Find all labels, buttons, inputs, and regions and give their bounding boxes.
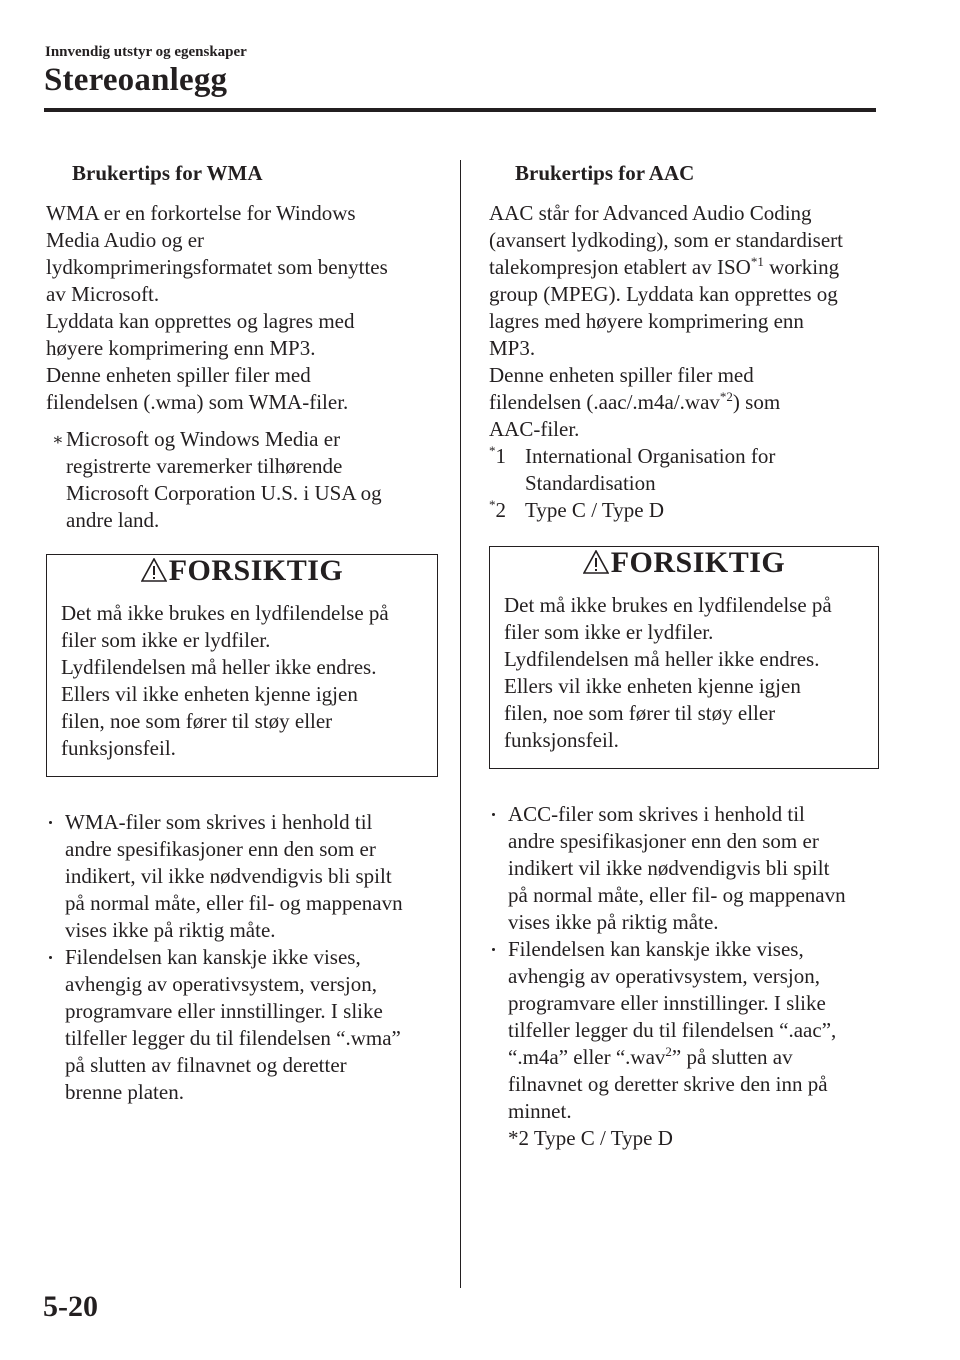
text-line: tilfeller legger du til filendelsen “.aac”, <box>508 1018 837 1042</box>
text-line: WMA er en forkortelse for Windows <box>46 201 356 225</box>
text-line: andre spesifikasjoner enn den som er <box>508 829 819 853</box>
caution-text <box>490 584 878 754</box>
bullet-icon <box>49 956 52 959</box>
page-title: Stereoanlegg <box>44 62 228 98</box>
text-line: på normal måte, eller fil- og mappenavn <box>508 883 846 907</box>
text-line: Microsoft og Windows Media er <box>66 427 341 451</box>
text-line: funksjonsfeil. <box>61 736 176 760</box>
wma-heading: Brukertips for WMA <box>72 161 263 185</box>
text-line <box>489 254 879 281</box>
bullet-icon <box>492 813 495 816</box>
asterisk-icon: * <box>489 443 496 458</box>
text-line: minnet. <box>508 1099 572 1123</box>
footnote-marker <box>489 443 506 470</box>
text-line: brenne platen. <box>65 1080 184 1104</box>
text-line: Standardisation <box>525 471 656 495</box>
warning-triangle-icon <box>583 550 609 574</box>
text-line: filen, noe som fører til støy eller <box>504 701 776 725</box>
text-line: MP3. <box>489 336 536 360</box>
text-line: funksjonsfeil. <box>504 728 619 752</box>
caution-heading <box>47 555 437 592</box>
caution-title: FORSIKTIG <box>168 554 344 587</box>
text-line: Media Audio og er <box>46 228 205 252</box>
text-line: programvare eller innstillinger. I slike <box>508 991 826 1015</box>
text-line: filer som ikke er lydfiler. <box>61 628 271 652</box>
list-item <box>46 809 438 944</box>
text-line: registrerte varemerker tilhørende <box>66 454 343 478</box>
text-line: indikert vil ikke nødvendigvis bli spilt <box>508 856 830 880</box>
text-line: (avansert lydkoding), som er standardisert <box>489 228 843 252</box>
text-line: Microsoft Corporation U.S. i USA og <box>66 481 382 505</box>
text-line: Filendelsen kan kanskje ikke vises, <box>65 945 361 969</box>
text-span: ” på slutten av <box>671 1045 793 1069</box>
text-line: på normal måte, eller fil- og mappenavn <box>65 891 403 915</box>
text-span: talekompresjon etablert av ISO <box>489 255 751 279</box>
caution-box-aac <box>489 546 879 769</box>
text-line: Type C / Type D <box>525 498 664 522</box>
list-item <box>489 801 879 936</box>
text-line: *2 Type C / Type D <box>508 1126 673 1150</box>
bullet-icon <box>492 948 495 951</box>
header-rule <box>44 108 876 112</box>
text-line: Det må ikke brukes en lydfilendelse på <box>61 601 389 625</box>
bullet-icon <box>49 821 52 824</box>
footnote-number: 2 <box>495 498 506 522</box>
text-line: programvare eller innstillinger. I slike <box>65 999 383 1023</box>
text-line: Ellers vil ikke enheten kjenne igjen <box>61 682 358 706</box>
aac-bullet-list <box>489 801 879 1152</box>
text-line: Denne enheten spiller filer med <box>46 363 311 387</box>
text-line: av Microsoft. <box>46 282 160 306</box>
text-span: “.m4a” eller “.wav <box>508 1045 666 1069</box>
text-line <box>508 1044 879 1071</box>
text-line: avhengig av operativsystem, versjon, <box>508 964 821 988</box>
footnote-ref: *1 <box>750 254 764 269</box>
text-span: ) som <box>732 390 781 414</box>
text-line: andre land. <box>66 508 160 532</box>
warning-triangle-icon <box>141 558 167 582</box>
text-line: andre spesifikasjoner enn den som er <box>65 837 376 861</box>
caution-box-wma <box>46 554 438 777</box>
footnote-ref: *2 <box>719 389 733 404</box>
text-line: lydkomprimeringsformatet som benyttes <box>46 255 388 279</box>
wma-bullet-list <box>46 809 438 1106</box>
column-divider <box>460 160 461 1288</box>
caution-text <box>47 592 437 762</box>
list-item <box>489 936 879 1152</box>
text-line: indikert, vil ikke nødvendigvis bli spilt <box>65 864 392 888</box>
text-line: avhengig av operativsystem, versjon, <box>65 972 378 996</box>
wma-intro <box>46 200 438 416</box>
text-line: filer som ikke er lydfiler. <box>504 620 714 644</box>
caution-heading <box>490 547 878 584</box>
text-line: høyere komprimering enn MP3. <box>46 336 316 360</box>
text-line: på slutten av filnavnet og deretter <box>65 1053 347 1077</box>
text-line: Denne enheten spiller filer med <box>489 363 754 387</box>
footnote-marker <box>489 497 506 524</box>
text-line: vises ikke på riktig måte. <box>508 910 719 934</box>
aac-heading: Brukertips for AAC <box>515 161 695 185</box>
text-line: Lyddata kan opprettes og lagres med <box>46 309 355 333</box>
text-line: International Organisation for <box>525 444 776 468</box>
page-number: 5-20 <box>43 1290 98 1323</box>
text-line: group (MPEG). Lyddata kan opprettes og <box>489 282 838 306</box>
aac-intro <box>489 200 879 443</box>
text-span: working <box>763 255 840 279</box>
text-line: Lydfilendelsen må heller ikke endres. <box>61 655 377 679</box>
text-line: lagres med høyere komprimering enn <box>489 309 804 333</box>
footnote-number: 1 <box>495 444 506 468</box>
text-line: filnavnet og deretter skrive den inn på <box>508 1072 828 1096</box>
asterisk-icon: ∗ <box>52 430 64 449</box>
text-line: vises ikke på riktig måte. <box>65 918 276 942</box>
text-line <box>489 389 879 416</box>
section-label: Innvendig utstyr og egenskaper <box>45 44 247 60</box>
asterisk-icon: * <box>489 497 496 512</box>
text-line: tilfeller legger du til filendelsen “.wma” <box>65 1026 401 1050</box>
caution-title: FORSIKTIG <box>610 546 786 579</box>
footnote-2 <box>489 497 879 524</box>
trademark-footnote <box>46 426 438 534</box>
text-line: filen, noe som fører til støy eller <box>61 709 333 733</box>
left-column <box>46 158 438 1106</box>
text-line: AAC står for Advanced Audio Coding <box>489 201 812 225</box>
right-column <box>489 158 879 1152</box>
text-line: Lydfilendelsen må heller ikke endres. <box>504 647 820 671</box>
text-span: filendelsen (.aac/.m4a/.wav <box>489 390 720 414</box>
text-line: AAC-filer. <box>489 417 580 441</box>
footnote-ref: 2 <box>665 1044 672 1059</box>
list-item <box>46 944 438 1106</box>
footnote-1 <box>489 443 879 497</box>
text-line: WMA-filer som skrives i henhold til <box>65 810 373 834</box>
text-line: ACC-filer som skrives i henhold til <box>508 802 805 826</box>
text-line: Ellers vil ikke enheten kjenne igjen <box>504 674 801 698</box>
text-line: Filendelsen kan kanskje ikke vises, <box>508 937 804 961</box>
text-line: Det må ikke brukes en lydfilendelse på <box>504 593 832 617</box>
text-line: filendelsen (.wma) som WMA-filer. <box>46 390 349 414</box>
